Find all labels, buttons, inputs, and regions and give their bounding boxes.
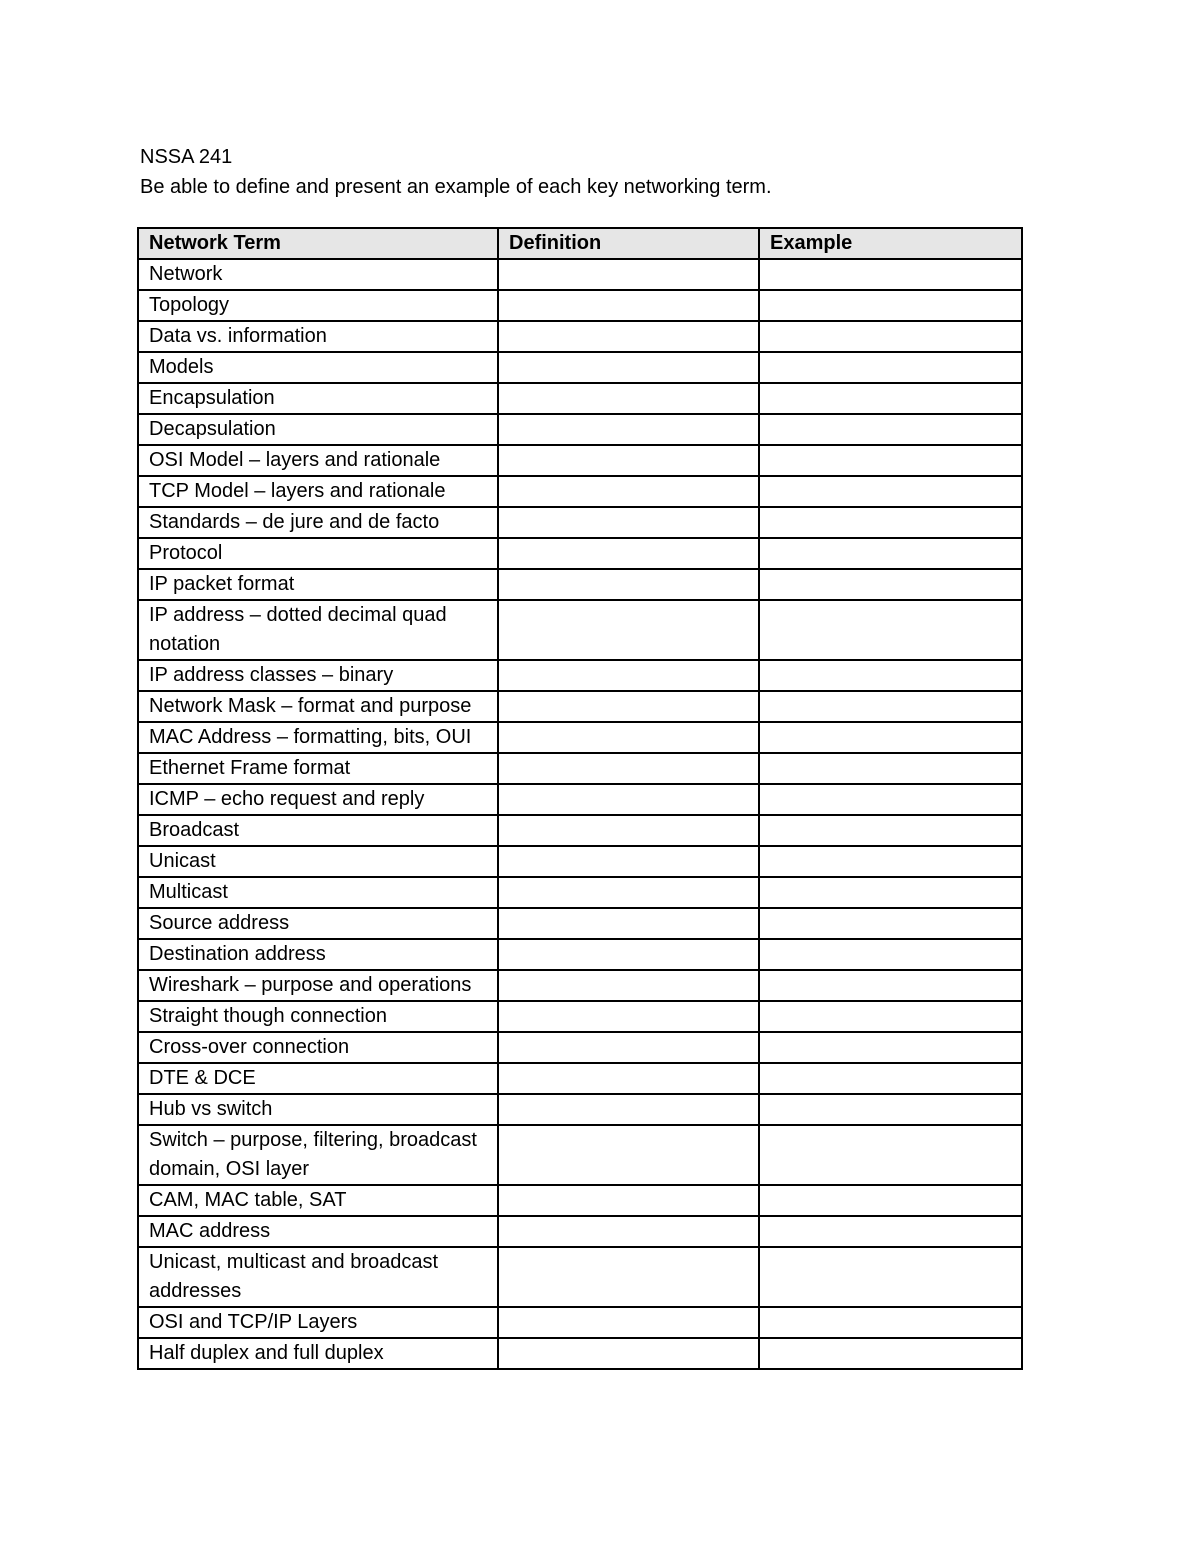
example-cell[interactable] — [759, 939, 1022, 970]
definition-cell[interactable] — [498, 1338, 759, 1369]
example-cell[interactable] — [759, 259, 1022, 290]
table-row — [138, 321, 1022, 352]
example-cell[interactable] — [759, 600, 1022, 660]
definition-cell[interactable] — [498, 970, 759, 1001]
term-cell: IP address – dotted decimal quad notation — [138, 600, 498, 660]
example-cell[interactable] — [759, 1307, 1022, 1338]
example-cell[interactable] — [759, 352, 1022, 383]
example-cell[interactable] — [759, 476, 1022, 507]
definition-cell[interactable] — [498, 660, 759, 691]
header-network-term: Network Term — [138, 228, 498, 259]
term-cell: Network — [138, 259, 498, 290]
term-cell: Unicast — [138, 846, 498, 877]
table-row — [138, 507, 1022, 538]
term-cell: DTE & DCE — [138, 1063, 498, 1094]
definition-cell[interactable] — [498, 1001, 759, 1032]
example-cell[interactable] — [759, 1032, 1022, 1063]
example-cell[interactable] — [759, 877, 1022, 908]
definition-cell[interactable] — [498, 1032, 759, 1063]
table-row — [138, 722, 1022, 753]
table-row — [138, 259, 1022, 290]
table-row — [138, 600, 1022, 660]
definition-cell[interactable] — [498, 815, 759, 846]
table-row — [138, 908, 1022, 939]
term-cell: Protocol — [138, 538, 498, 569]
example-cell[interactable] — [759, 1338, 1022, 1369]
term-cell: Network Mask – format and purpose — [138, 691, 498, 722]
term-cell: Broadcast — [138, 815, 498, 846]
term-cell: ICMP – echo request and reply — [138, 784, 498, 815]
definition-cell[interactable] — [498, 414, 759, 445]
term-cell: MAC Address – formatting, bits, OUI — [138, 722, 498, 753]
example-cell[interactable] — [759, 445, 1022, 476]
definition-cell[interactable] — [498, 476, 759, 507]
term-cell: IP address classes – binary — [138, 660, 498, 691]
example-cell[interactable] — [759, 383, 1022, 414]
term-cell: Cross-over connection — [138, 1032, 498, 1063]
table-row — [138, 476, 1022, 507]
table-row — [138, 383, 1022, 414]
term-cell: Ethernet Frame format — [138, 753, 498, 784]
term-cell: Models — [138, 352, 498, 383]
table-row — [138, 1094, 1022, 1125]
term-cell: Data vs. information — [138, 321, 498, 352]
table-row — [138, 290, 1022, 321]
definition-cell[interactable] — [498, 722, 759, 753]
definition-cell[interactable] — [498, 1094, 759, 1125]
definition-cell[interactable] — [498, 691, 759, 722]
example-cell[interactable] — [759, 970, 1022, 1001]
term-cell: Hub vs switch — [138, 1094, 498, 1125]
table-row — [138, 939, 1022, 970]
definition-cell[interactable] — [498, 321, 759, 352]
definition-cell[interactable] — [498, 1247, 759, 1307]
definition-cell[interactable] — [498, 290, 759, 321]
example-cell[interactable] — [759, 1216, 1022, 1247]
definition-cell[interactable] — [498, 600, 759, 660]
course-code: NSSA 241 — [140, 146, 233, 168]
definition-cell[interactable] — [498, 1125, 759, 1185]
term-cell: Multicast — [138, 877, 498, 908]
table-row — [138, 784, 1022, 815]
term-cell: Straight though connection — [138, 1001, 498, 1032]
table-row — [138, 1125, 1022, 1185]
table-row — [138, 815, 1022, 846]
definition-cell[interactable] — [498, 784, 759, 815]
definition-cell[interactable] — [498, 753, 759, 784]
table-row — [138, 877, 1022, 908]
definition-cell[interactable] — [498, 352, 759, 383]
table-row — [138, 1185, 1022, 1216]
table-body — [138, 259, 1022, 1369]
term-cell: Standards – de jure and de facto — [138, 507, 498, 538]
definition-cell[interactable] — [498, 383, 759, 414]
term-cell: Topology — [138, 290, 498, 321]
table-row — [138, 970, 1022, 1001]
term-cell: Unicast, multicast and broadcast addresses — [138, 1247, 498, 1307]
table-row — [138, 1063, 1022, 1094]
example-cell[interactable] — [759, 1094, 1022, 1125]
header-definition: Definition — [498, 228, 759, 259]
header-example: Example — [759, 228, 1022, 259]
definition-cell[interactable] — [498, 1185, 759, 1216]
table-row — [138, 1032, 1022, 1063]
table-row — [138, 1216, 1022, 1247]
instructions-text: Be able to define and present an example of each key networking term. — [140, 176, 772, 198]
table-row — [138, 538, 1022, 569]
term-cell: OSI Model – layers and rationale — [138, 445, 498, 476]
example-cell[interactable] — [759, 660, 1022, 691]
definition-cell[interactable] — [498, 1216, 759, 1247]
example-cell[interactable] — [759, 414, 1022, 445]
example-cell[interactable] — [759, 753, 1022, 784]
table-row — [138, 414, 1022, 445]
example-cell[interactable] — [759, 1247, 1022, 1307]
definition-cell[interactable] — [498, 1063, 759, 1094]
term-cell: MAC address — [138, 1216, 498, 1247]
term-cell: Switch – purpose, filtering, broadcast domain, OSI layer — [138, 1125, 498, 1185]
definition-cell[interactable] — [498, 877, 759, 908]
definition-cell[interactable] — [498, 569, 759, 600]
table-row — [138, 569, 1022, 600]
term-cell: Wireshark – purpose and operations — [138, 970, 498, 1001]
definition-cell[interactable] — [498, 1307, 759, 1338]
table-row — [138, 1001, 1022, 1032]
term-cell: Source address — [138, 908, 498, 939]
table-row — [138, 753, 1022, 784]
definition-cell[interactable] — [498, 445, 759, 476]
table-row — [138, 352, 1022, 383]
table-row — [138, 445, 1022, 476]
example-cell[interactable] — [759, 1185, 1022, 1216]
term-cell: OSI and TCP/IP Layers — [138, 1307, 498, 1338]
example-cell[interactable] — [759, 538, 1022, 569]
table-row — [138, 691, 1022, 722]
example-cell[interactable] — [759, 784, 1022, 815]
definition-cell[interactable] — [498, 538, 759, 569]
example-cell[interactable] — [759, 1063, 1022, 1094]
table-row — [138, 1307, 1022, 1338]
example-cell[interactable] — [759, 722, 1022, 753]
definition-cell[interactable] — [498, 846, 759, 877]
example-cell[interactable] — [759, 1125, 1022, 1185]
example-cell[interactable] — [759, 815, 1022, 846]
term-cell: TCP Model – layers and rationale — [138, 476, 498, 507]
term-cell: Half duplex and full duplex — [138, 1338, 498, 1369]
example-cell[interactable] — [759, 290, 1022, 321]
table-row — [138, 1338, 1022, 1369]
example-cell[interactable] — [759, 691, 1022, 722]
definition-cell[interactable] — [498, 259, 759, 290]
term-cell: Decapsulation — [138, 414, 498, 445]
term-cell: CAM, MAC table, SAT — [138, 1185, 498, 1216]
example-cell[interactable] — [759, 507, 1022, 538]
term-cell: IP packet format — [138, 569, 498, 600]
example-cell[interactable] — [759, 846, 1022, 877]
example-cell[interactable] — [759, 321, 1022, 352]
table-row — [138, 846, 1022, 877]
definition-cell[interactable] — [498, 507, 759, 538]
term-cell: Encapsulation — [138, 383, 498, 414]
term-cell: Destination address — [138, 939, 498, 970]
definition-cell[interactable] — [498, 908, 759, 939]
network-terms-table — [137, 227, 1023, 1370]
example-cell[interactable] — [759, 569, 1022, 600]
definition-cell[interactable] — [498, 939, 759, 970]
table-row — [138, 660, 1022, 691]
document-header — [140, 143, 1040, 203]
example-cell[interactable] — [759, 1001, 1022, 1032]
table-header-row — [138, 228, 1022, 259]
example-cell[interactable] — [759, 908, 1022, 939]
table-row — [138, 1247, 1022, 1307]
